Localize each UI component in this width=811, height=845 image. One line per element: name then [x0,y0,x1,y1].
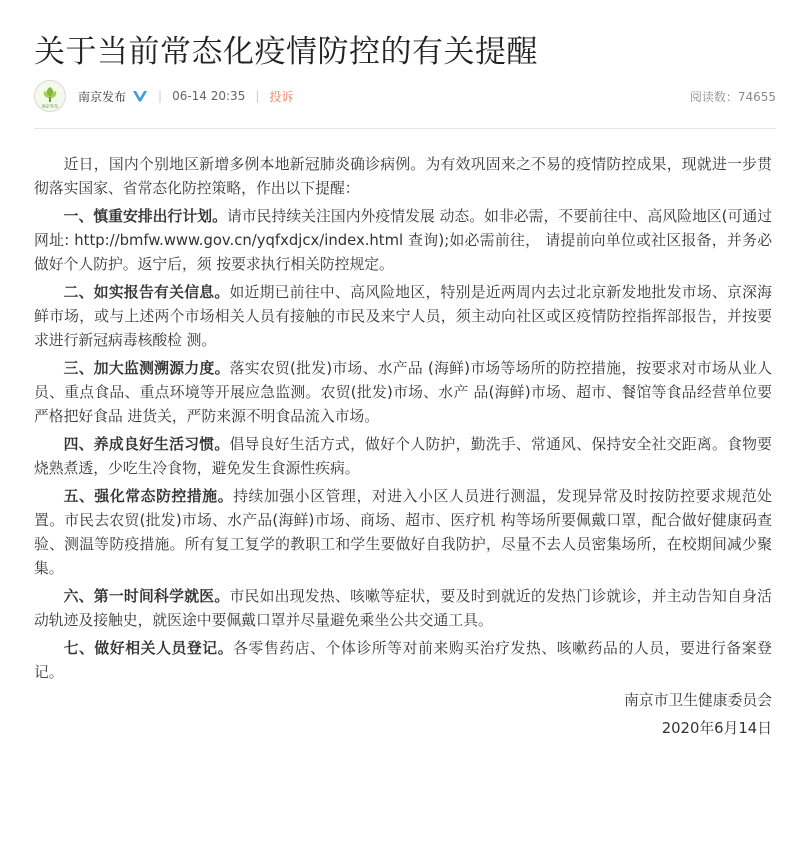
author-name[interactable]: 南京发布 [78,89,127,104]
signature: 南京市卫生健康委员会 [624,692,772,709]
item-body: 倡导良好生活方式，做好个人防护，勤洗手、常通风、保持安全社交距离。食物要烧熟煮透，少吃生冷食物，避免发生食源性疾病。 [34,436,772,477]
publish-time: 06-14 20:35 [172,89,246,103]
list-item [34,281,772,353]
item-heading: 一、慎重安排出行计划。 [63,208,227,225]
verified-v-icon [132,89,148,103]
item-heading: 七、做好相关人员登记。 [63,640,234,657]
article-body [34,153,772,745]
avatar-caption: 南京发布 [41,103,59,109]
meta-separator: | [255,89,260,103]
sign-date: 2020年6月14日 [661,720,772,737]
report-link[interactable]: 投诉 [269,89,294,104]
avatar[interactable] [34,80,66,112]
nanjing-fabu-logo-icon [35,81,65,111]
intro-paragraph: 近日，国内个别地区新增多例本地新冠肺炎确诊病例。为有效巩固来之不易的疫情防控成果，现就进一步贯彻落实国家、省常态化防控策略，作出以下提醒： [34,156,772,197]
item-heading: 四、养成良好生活习惯。 [63,436,230,453]
item-body: 请市民持续关注国内外疫情发展 动态。如非必需，不要前往中、高风险地区(可通过网址: http://bmfw.www.gov.cn/yqfxdjcx/index.html 查询);如必需前往， 请提前向单位或社区报备，并务必做好个人防护。返宁后，须 按要求执行相关防控规定。 [34,208,772,273]
list-item [34,205,772,277]
list-item [34,485,772,581]
list-item [34,433,772,481]
page-title: 关于当前常态化疫情防控的有关提醒 [34,34,538,70]
article-meta [34,80,776,112]
list-item [34,585,772,633]
list-item [34,637,772,685]
item-body: 各零售药店、个体诊所等对前来购买治疗发热、咳嗽药品的人员，要进行备案登记。 [34,640,772,681]
item-body: 持续加强小区管理，对进入小区人员进行测温，发现异常及时按防控要求规范处置。市民去农贸(批发)市场、水产品(海鲜)市场、商场、超市、医疗机 构等场所要佩戴口罩，配合做好健康码查验、测温等防疫措施。所有复工复学的教职工和学生要做好自我防护，尽量不去人员密集场所，在校期间减少聚集。 [34,488,772,577]
read-count: 阅读数：74655 [689,89,776,104]
item-body: 市民如出现发热、咳嗽等症状，要及时到就近的发热门诊就诊，并主动告知自身活动轨迹及接触史，就医途中要佩戴口罩并尽量避免乘坐公共交通工具。 [34,588,772,629]
item-heading: 六、第一时间科学就医。 [63,588,230,605]
item-heading: 五、强化常态防控措施。 [63,488,234,505]
item-heading: 二、如实报告有关信息。 [63,284,230,301]
divider [34,128,776,129]
item-heading: 三、加大监测溯源力度。 [63,360,230,377]
list-item [34,357,772,429]
item-body: 落实农贸(批发)市场、水产品 (海鲜)市场等场所的防控措施，按要求对市场从业人员、重点食品、重点环境等开展应急监测。农贸(批发)市场、水产 品(海鲜)市场、超市、餐馆等食品经营单位要严格把好食品 进货关，严防来源不明食品流入市场。 [34,360,772,425]
meta-separator: | [158,89,163,103]
item-body: 如近期已前往中、高风险地区，特别是近两周内去过北京新发地批发市场、京深海鲜市场，或与上述两个市场相关人员有接触的市民及来宁人员，须主动向社区或区疫情防控指挥部报告，并按要求进行新冠病毒核酸检 测。 [34,284,772,349]
